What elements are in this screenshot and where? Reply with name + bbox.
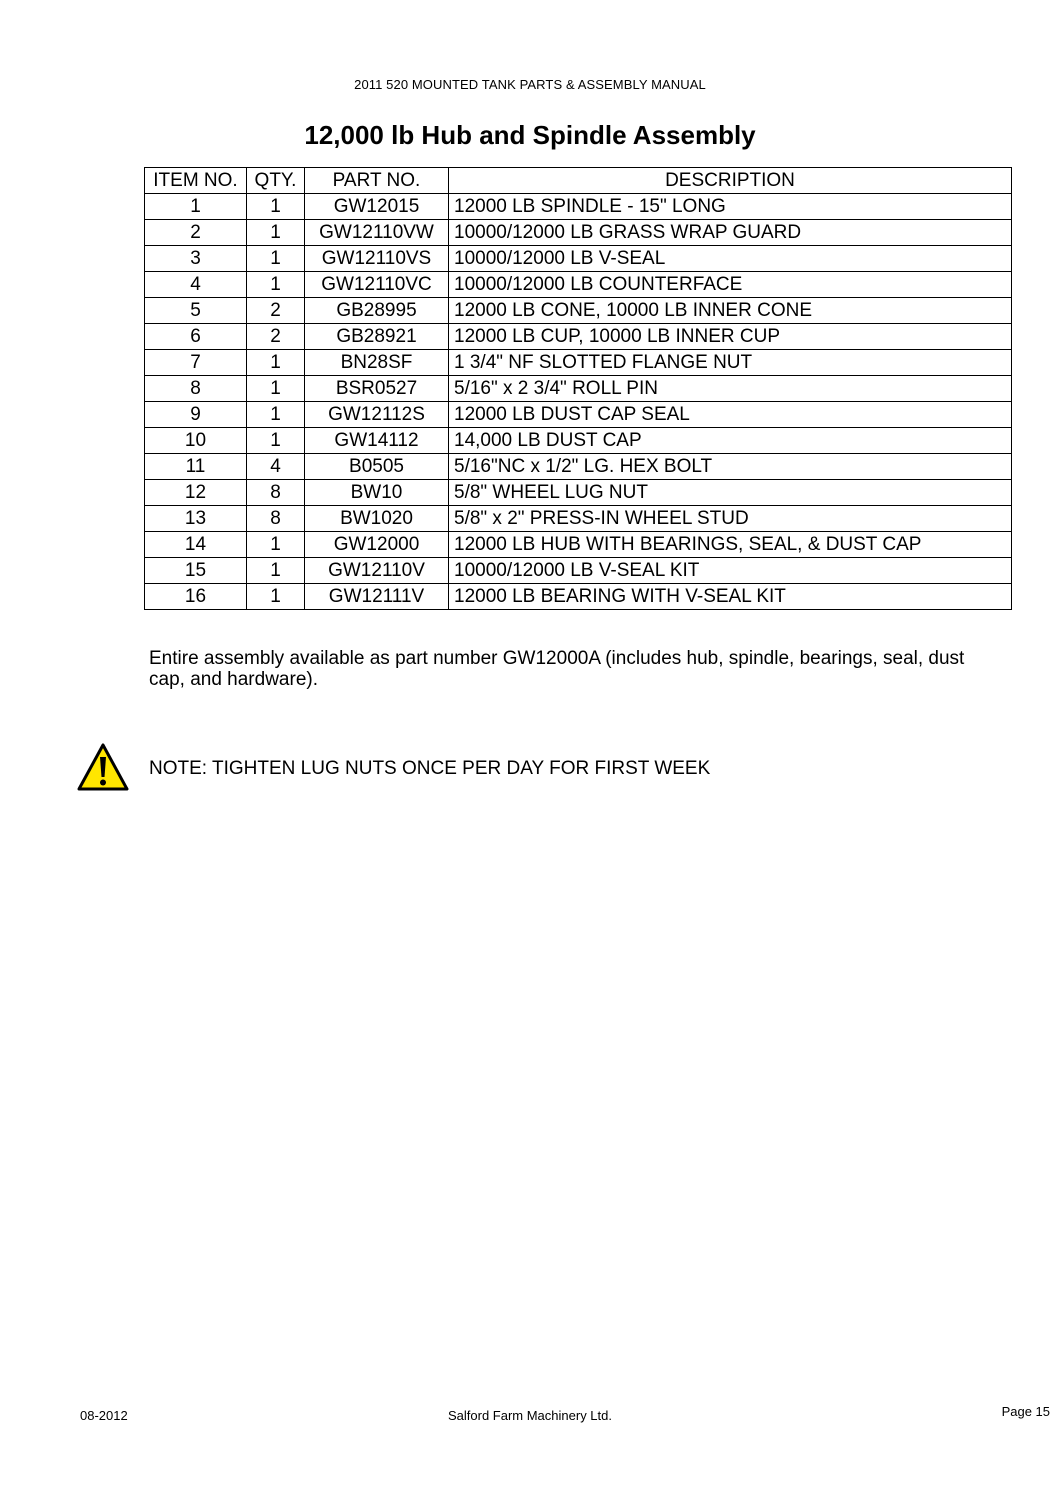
cell-description: 5/8" WHEEL LUG NUT bbox=[449, 480, 1012, 506]
table-row bbox=[145, 194, 1012, 220]
table-row bbox=[145, 324, 1012, 350]
cell-part-no: GW12110V bbox=[305, 558, 449, 584]
cell-qty: 1 bbox=[247, 194, 305, 220]
cell-item-no: 4 bbox=[145, 272, 247, 298]
cell-part-no: BW10 bbox=[305, 480, 449, 506]
cell-description: 12000 LB CUP, 10000 LB INNER CUP bbox=[449, 324, 1012, 350]
column-header-part-no: PART NO. bbox=[305, 168, 449, 194]
cell-part-no: GW12110VW bbox=[305, 220, 449, 246]
cell-item-no: 5 bbox=[145, 298, 247, 324]
cell-qty: 4 bbox=[247, 454, 305, 480]
cell-qty: 1 bbox=[247, 246, 305, 272]
cell-part-no: BSR0527 bbox=[305, 376, 449, 402]
cell-part-no: GW12110VC bbox=[305, 272, 449, 298]
cell-part-no: BN28SF bbox=[305, 350, 449, 376]
table-row bbox=[145, 350, 1012, 376]
warning-triangle-icon bbox=[77, 743, 129, 791]
table-row bbox=[145, 584, 1012, 610]
cell-qty: 1 bbox=[247, 532, 305, 558]
table-row bbox=[145, 298, 1012, 324]
cell-qty: 1 bbox=[247, 558, 305, 584]
cell-item-no: 2 bbox=[145, 220, 247, 246]
table-row bbox=[145, 272, 1012, 298]
cell-description: 14,000 LB DUST CAP bbox=[449, 428, 1012, 454]
cell-item-no: 1 bbox=[145, 194, 247, 220]
cell-qty: 1 bbox=[247, 272, 305, 298]
cell-part-no: GW12000 bbox=[305, 532, 449, 558]
cell-item-no: 16 bbox=[145, 584, 247, 610]
cell-qty: 8 bbox=[247, 506, 305, 532]
cell-qty: 2 bbox=[247, 324, 305, 350]
parts-table-body bbox=[145, 194, 1012, 610]
table-row bbox=[145, 558, 1012, 584]
cell-qty: 1 bbox=[247, 350, 305, 376]
cell-part-no: GW12111V bbox=[305, 584, 449, 610]
page-title: 12,000 lb Hub and Spindle Assembly bbox=[304, 120, 756, 150]
cell-part-no: GW12015 bbox=[305, 194, 449, 220]
cell-item-no: 15 bbox=[145, 558, 247, 584]
cell-description: 5/16"NC x 1/2" LG. HEX BOLT bbox=[449, 454, 1012, 480]
cell-description: 5/8" x 2" PRESS-IN WHEEL STUD bbox=[449, 506, 1012, 532]
cell-item-no: 10 bbox=[145, 428, 247, 454]
footer-page-number: Page 15 bbox=[1001, 1404, 1050, 1419]
table-row bbox=[145, 376, 1012, 402]
cell-item-no: 9 bbox=[145, 402, 247, 428]
column-header-description: DESCRIPTION bbox=[449, 168, 1012, 194]
cell-description: 10000/12000 LB COUNTERFACE bbox=[449, 272, 1012, 298]
cell-description: 12000 LB HUB WITH BEARINGS, SEAL, & DUST CAP bbox=[449, 532, 1012, 558]
cell-item-no: 3 bbox=[145, 246, 247, 272]
cell-part-no: GW12110VS bbox=[305, 246, 449, 272]
table-row bbox=[145, 506, 1012, 532]
cell-part-no: BW1020 bbox=[305, 506, 449, 532]
table-row bbox=[145, 532, 1012, 558]
cell-qty: 1 bbox=[247, 428, 305, 454]
cell-qty: 2 bbox=[247, 298, 305, 324]
availability-note: Entire assembly available as part number GW12000A (includes hub, spindle, bearings, seal, dust cap, and hardware). bbox=[149, 648, 965, 690]
table-row bbox=[145, 454, 1012, 480]
cell-item-no: 8 bbox=[145, 376, 247, 402]
cell-part-no: B0505 bbox=[305, 454, 449, 480]
cell-description: 12000 LB SPINDLE - 15" LONG bbox=[449, 194, 1012, 220]
cell-description: 10000/12000 LB GRASS WRAP GUARD bbox=[449, 220, 1012, 246]
table-row bbox=[145, 402, 1012, 428]
cell-part-no: GB28995 bbox=[305, 298, 449, 324]
manual-header: 2011 520 MOUNTED TANK PARTS & ASSEMBLY MANUAL bbox=[354, 77, 706, 92]
cell-description: 5/16" x 2 3/4" ROLL PIN bbox=[449, 376, 1012, 402]
table-header-row bbox=[145, 168, 1012, 194]
cell-qty: 1 bbox=[247, 402, 305, 428]
warning-note: NOTE: TIGHTEN LUG NUTS ONCE PER DAY FOR FIRST WEEK bbox=[149, 758, 711, 779]
cell-qty: 1 bbox=[247, 220, 305, 246]
parts-table bbox=[144, 167, 1012, 610]
cell-description: 10000/12000 LB V-SEAL bbox=[449, 246, 1012, 272]
cell-description: 12000 LB DUST CAP SEAL bbox=[449, 402, 1012, 428]
cell-qty: 1 bbox=[247, 376, 305, 402]
cell-description: 12000 LB CONE, 10000 LB INNER CONE bbox=[449, 298, 1012, 324]
cell-item-no: 6 bbox=[145, 324, 247, 350]
table-row bbox=[145, 428, 1012, 454]
cell-qty: 8 bbox=[247, 480, 305, 506]
cell-item-no: 13 bbox=[145, 506, 247, 532]
cell-part-no: GW12112S bbox=[305, 402, 449, 428]
cell-item-no: 12 bbox=[145, 480, 247, 506]
table-row bbox=[145, 220, 1012, 246]
cell-item-no: 7 bbox=[145, 350, 247, 376]
cell-description: 10000/12000 LB V-SEAL KIT bbox=[449, 558, 1012, 584]
cell-part-no: GW14112 bbox=[305, 428, 449, 454]
column-header-item-no: ITEM NO. bbox=[145, 168, 247, 194]
cell-qty: 1 bbox=[247, 584, 305, 610]
column-header-qty: QTY. bbox=[247, 168, 305, 194]
footer-company: Salford Farm Machinery Ltd. bbox=[447, 1408, 612, 1423]
cell-part-no: GB28921 bbox=[305, 324, 449, 350]
cell-item-no: 14 bbox=[145, 532, 247, 558]
table-row bbox=[145, 246, 1012, 272]
cell-description: 1 3/4" NF SLOTTED FLANGE NUT bbox=[449, 350, 1012, 376]
footer-date: 08-2012 bbox=[80, 1408, 128, 1423]
table-row bbox=[145, 480, 1012, 506]
cell-item-no: 11 bbox=[145, 454, 247, 480]
cell-description: 12000 LB BEARING WITH V-SEAL KIT bbox=[449, 584, 1012, 610]
